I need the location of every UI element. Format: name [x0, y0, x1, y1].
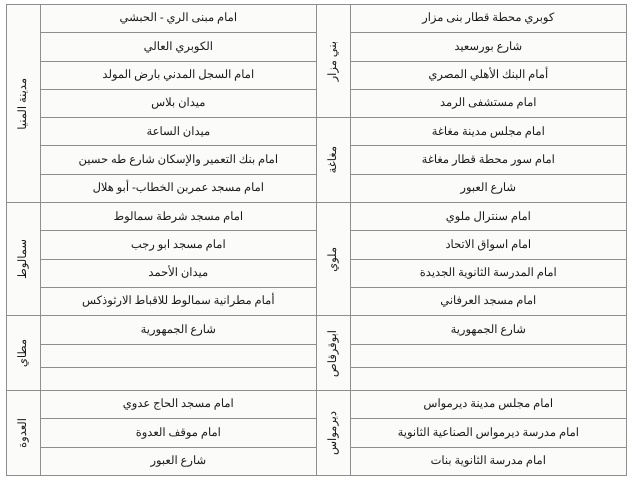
table-row	[7, 447, 627, 475]
place-cell: امام مستشفى الرمد	[350, 89, 626, 117]
place-cell: امام مسجد الحاج عدوي	[40, 391, 316, 419]
city-label: ديرمواس	[326, 411, 339, 456]
city-cell-maghagha	[317, 118, 351, 203]
table-row	[7, 419, 627, 447]
place-cell: امام مسجد عمربن الخطاب- أبو هلال	[40, 174, 316, 202]
place-cell: الكوبري العالي	[40, 33, 316, 61]
place-cell: امام مسجد ابو رجب	[40, 231, 316, 259]
place-cell: امام مسجد شرطة سمالوط	[40, 203, 316, 231]
city-label: سمالوط	[16, 239, 29, 280]
table-row	[7, 89, 627, 117]
place-cell: امام مبنى الري - الحبشي	[40, 5, 316, 33]
place-cell: امام بنك التعمير والإسكان شارع طه حسين	[40, 146, 316, 174]
place-cell: ميدان الساعة	[40, 118, 316, 146]
place-cell: امام مدرسة ديرمواس الصناعية الثانوية	[350, 419, 626, 447]
city-cell-adwa	[7, 391, 41, 476]
place-cell: شارع العبور	[40, 447, 316, 475]
city-cell-minya	[7, 5, 41, 203]
city-cell-matay	[7, 316, 41, 391]
city-label: ملوي	[326, 246, 339, 272]
table-row	[7, 118, 627, 146]
place-cell: امام مجلس مدينة مغاغة	[350, 118, 626, 146]
city-cell-bani-mazar	[317, 5, 351, 118]
table-row	[7, 61, 627, 89]
table-row	[7, 316, 627, 344]
place-cell: أمام مطرانية سمالوط للاقباط الارثوذكس	[40, 287, 316, 315]
city-label: ابوقرقاص	[326, 329, 339, 377]
place-cell: ميدان الأحمد	[40, 259, 316, 287]
city-cell-samalut	[7, 203, 41, 316]
place-cell: شارع العبور	[350, 174, 626, 202]
table-row	[7, 174, 627, 202]
place-cell: ميدان بلاس	[40, 89, 316, 117]
locations-table	[6, 4, 627, 476]
table-row	[7, 391, 627, 419]
place-cell: امام سنترال ملوي	[350, 203, 626, 231]
place-cell: امام المدرسة الثانوية الجديدة	[350, 259, 626, 287]
table-row	[7, 33, 627, 61]
table-row	[7, 146, 627, 174]
table-row	[7, 259, 627, 287]
place-cell	[350, 344, 626, 367]
place-cell: شارع الجمهورية	[350, 316, 626, 344]
table-row	[7, 203, 627, 231]
place-cell: امام سور محطة قطار مغاغة	[350, 146, 626, 174]
place-cell	[350, 367, 626, 390]
place-cell: أمام البنك الأهلي المصري	[350, 61, 626, 89]
table-row	[7, 344, 627, 367]
city-label: العدوة	[16, 418, 29, 448]
place-cell: امام مسجد العرفاني	[350, 287, 626, 315]
place-cell	[40, 344, 316, 367]
place-cell: امام مدرسة الثانوية بنات	[350, 447, 626, 475]
table-row	[7, 231, 627, 259]
place-cell: امام السجل المدني بارض المولد	[40, 61, 316, 89]
place-cell: امام موقف العدوة	[40, 419, 316, 447]
city-cell-dayrmawas	[317, 391, 351, 476]
city-label: مطاي	[16, 339, 29, 368]
table-row	[7, 5, 627, 33]
city-label: مدينة المنيا	[16, 77, 29, 130]
city-cell-mallawi	[317, 203, 351, 316]
table-body	[7, 5, 627, 476]
table-row	[7, 287, 627, 315]
city-label: بني مزار	[326, 40, 339, 82]
place-cell: امام اسواق الاتحاد	[350, 231, 626, 259]
city-label: مغاغة	[326, 146, 339, 174]
table-row	[7, 367, 627, 390]
city-cell-abu-qurqas	[317, 316, 351, 391]
place-cell: شارع الجمهورية	[40, 316, 316, 344]
place-cell: امام مجلس مدينة ديرمواس	[350, 391, 626, 419]
place-cell	[40, 367, 316, 390]
place-cell: شارع بورسعيد	[350, 33, 626, 61]
place-cell: كوبري محطة قطار بنى مزار	[350, 5, 626, 33]
